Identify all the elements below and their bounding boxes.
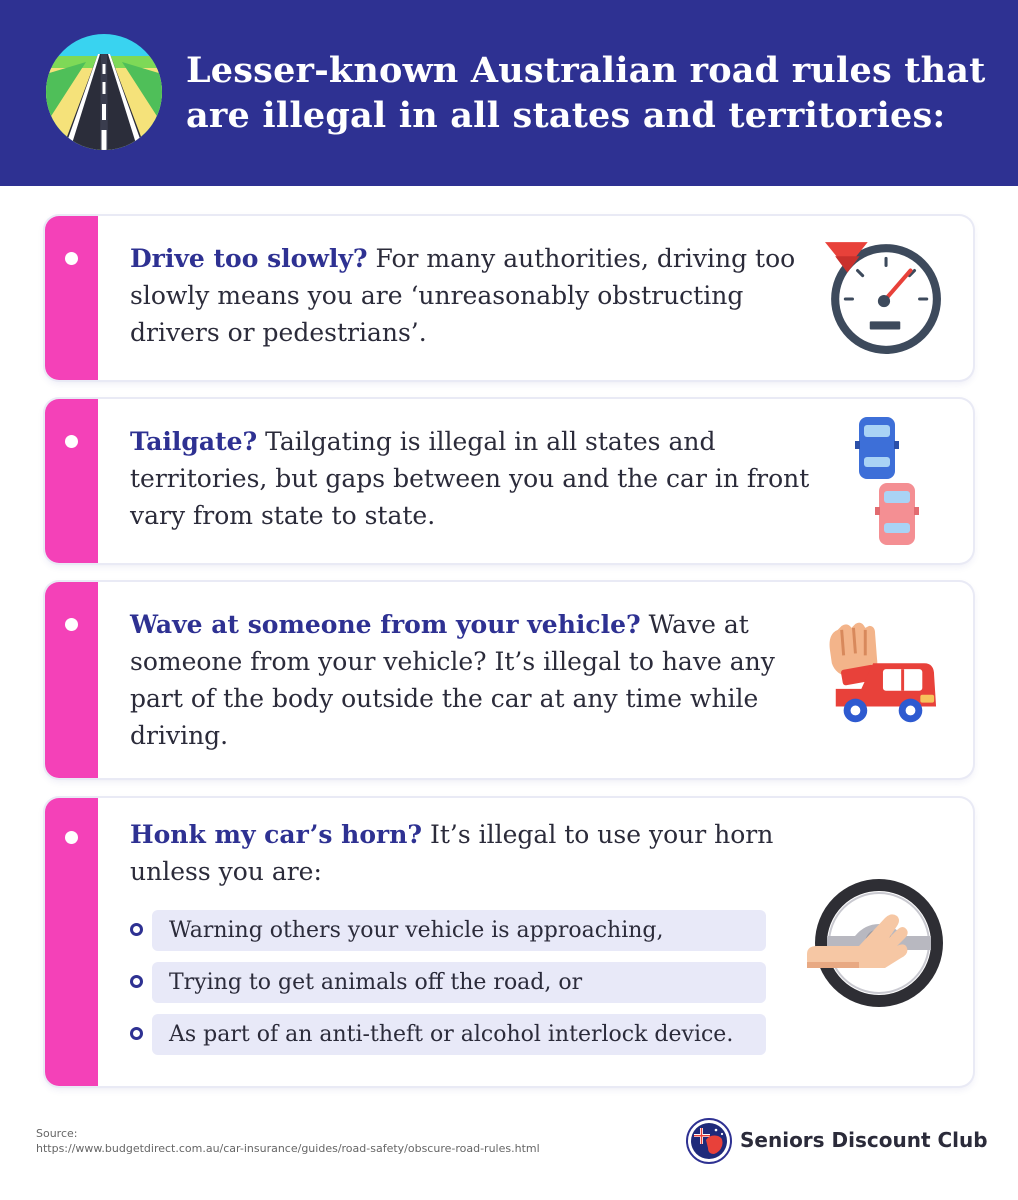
card-accent-strip bbox=[45, 216, 98, 380]
rule-card-drive-slowly bbox=[45, 216, 973, 380]
rule-lead: Wave at someone from your vehicle? bbox=[130, 610, 641, 639]
rule-body: It’s illegal to use your horn unless you are: bbox=[130, 820, 774, 886]
horn-exceptions-list bbox=[130, 910, 770, 1066]
list-bullet-ring bbox=[130, 1027, 143, 1040]
rule-lead: Honk my car’s horn? bbox=[130, 820, 423, 849]
card-bullet-dot bbox=[65, 618, 78, 631]
card-accent-strip bbox=[45, 582, 98, 778]
source-citation bbox=[36, 1126, 540, 1156]
rule-text bbox=[130, 606, 810, 754]
list-item-text: Warning others your vehicle is approaching, bbox=[152, 910, 766, 951]
list-bullet-ring bbox=[130, 923, 143, 936]
card-accent-strip bbox=[45, 399, 98, 563]
rule-body: Wave at someone from your vehicle? It’s illegal to have any part of the body outside the car at any time while driving. bbox=[130, 610, 775, 750]
rule-lead: Drive too slowly? bbox=[130, 244, 368, 273]
source-label: Source: bbox=[36, 1127, 78, 1140]
rule-body: For many authorities, driving too slowly means you are ‘unreasonably obstructing drivers or pedestrians’. bbox=[130, 244, 796, 347]
rule-text bbox=[130, 816, 810, 890]
card-bullet-dot bbox=[65, 252, 78, 265]
header-banner bbox=[0, 0, 1018, 186]
list-item bbox=[130, 962, 770, 1003]
rule-text bbox=[130, 240, 810, 351]
card-bullet-dot bbox=[65, 435, 78, 448]
brand-name: Seniors Discount Club bbox=[740, 1128, 988, 1152]
speedometer-icon bbox=[825, 238, 943, 356]
wave-car-icon bbox=[819, 620, 943, 738]
list-item-text: Trying to get animals off the road, or bbox=[152, 962, 766, 1003]
cars-icon bbox=[853, 415, 933, 549]
rule-card-tailgate bbox=[45, 399, 973, 563]
source-url-link[interactable]: https://www.budgetdirect.com.au/car-insurance/guides/road-safety/obscure-road-rules.html bbox=[36, 1142, 540, 1155]
rule-body: Tailgating is illegal in all states and territories, but gaps between you and the car in front vary from state to state. bbox=[130, 427, 810, 530]
rule-text bbox=[130, 423, 820, 534]
list-item bbox=[130, 1014, 770, 1055]
rule-card-wave bbox=[45, 582, 973, 778]
australia-flag-icon bbox=[686, 1118, 732, 1164]
list-bullet-ring bbox=[130, 975, 143, 988]
rule-lead: Tailgate? bbox=[130, 427, 258, 456]
card-bullet-dot bbox=[65, 831, 78, 844]
list-item-text: As part of an anti-theft or alcohol interlock device. bbox=[152, 1014, 766, 1055]
steering-wheel-horn-icon bbox=[805, 876, 945, 1010]
rule-card-horn bbox=[45, 798, 973, 1086]
list-item bbox=[130, 910, 770, 951]
road-icon bbox=[46, 34, 162, 150]
page-title: Lesser-known Australian road rules that are illegal in all states and territories: bbox=[186, 50, 986, 136]
